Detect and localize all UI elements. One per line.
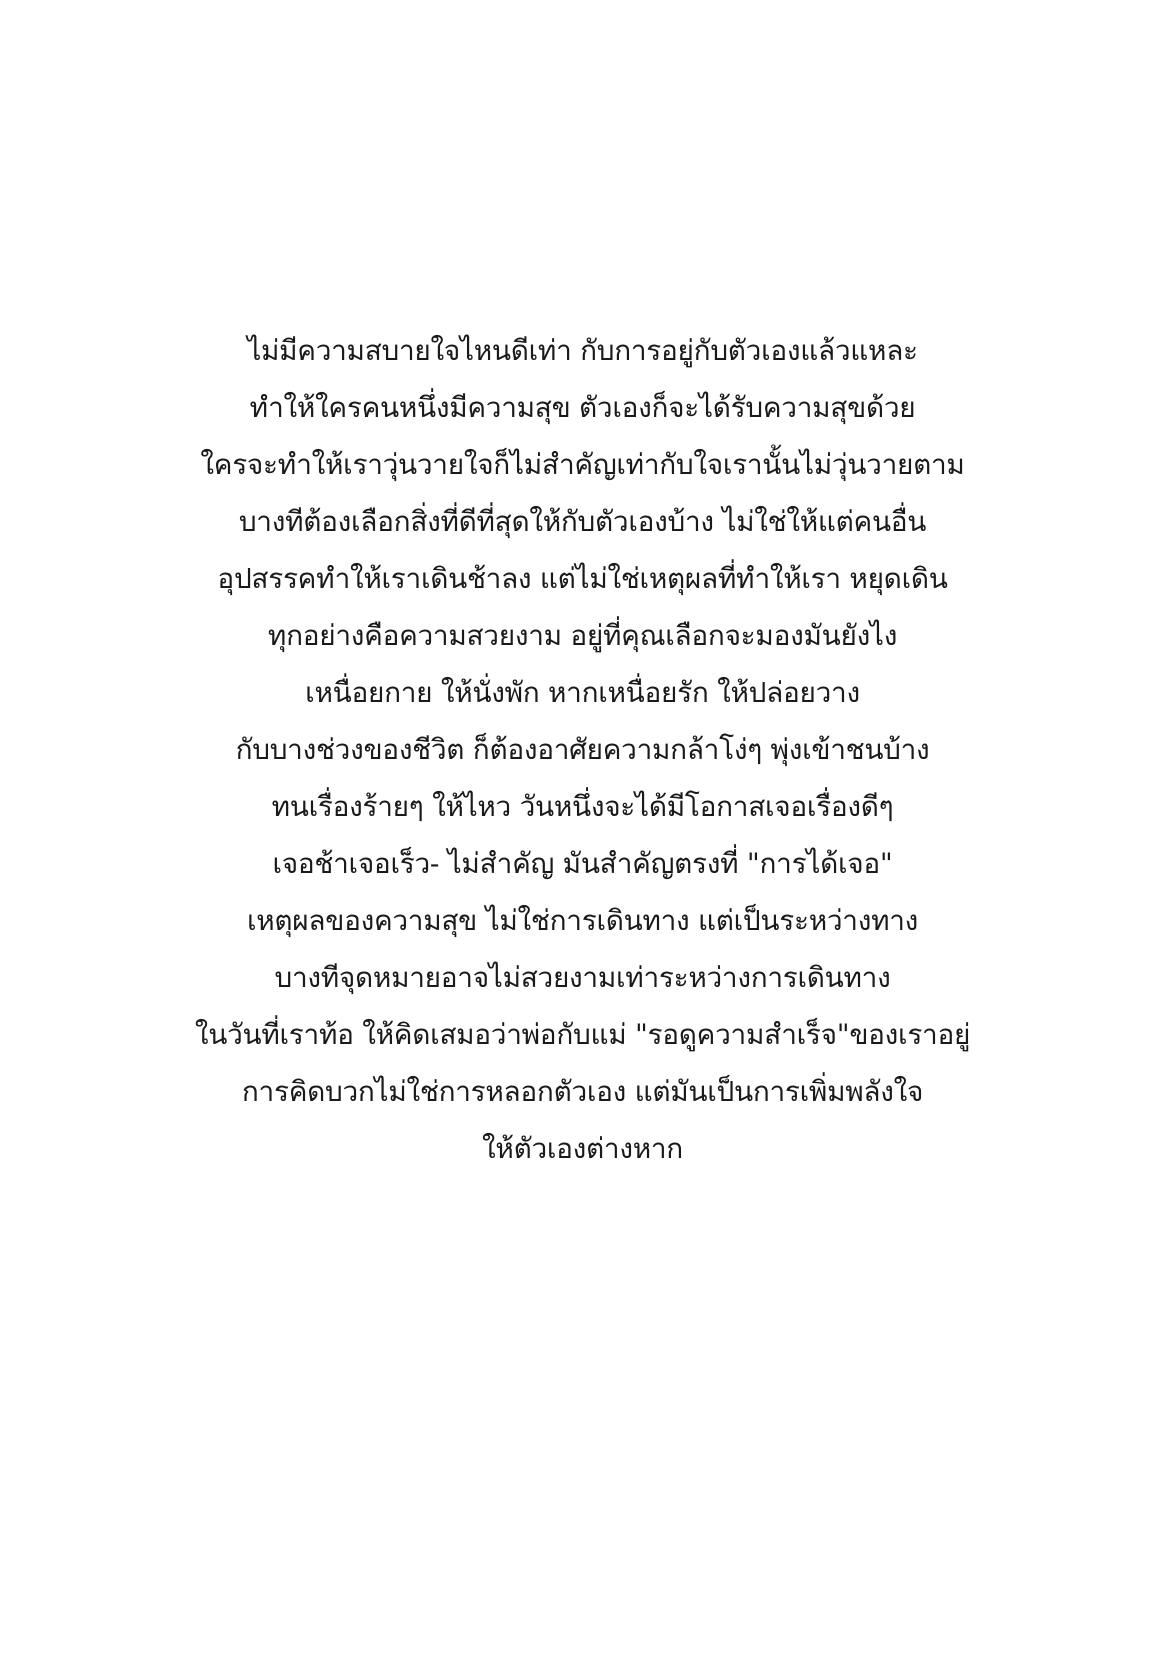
poem-line-5: อุปสรรคทำให้เราเดินช้าลง แต่ไม่ใช่เหตุผลที่ทำให้เรา หยุดเดิน — [217, 562, 948, 595]
poem-line-3: ใครจะทำให้เราวุ่นวายใจก็ไม่สำคัญเท่ากับใจเรานั้นไม่วุ่นวายตาม — [200, 448, 965, 481]
poem-line-9: ทนเรื่องร้ายๆ ให้ไหว วันหนึ่งจะได้มีโอกาสเจอเรื่องดีๆ — [271, 790, 894, 823]
poem-line-14: การคิดบวกไม่ใช่การหลอกตัวเอง แต่มันเป็นการเพิ่มพลังใจ — [241, 1075, 924, 1108]
poem-text-block — [0, 322, 1165, 1177]
poem-line-1: ไม่มีความสบายใจไหนดีเท่า กับการอยู่กับตัวเองแล้วแหละ — [247, 334, 918, 367]
poem-line-13: ในวันที่เราท้อ ให้คิดเสมอว่าพ่อกับแม่ "รอดูความสำเร็จ"ของเราอยู่ — [194, 1018, 971, 1051]
poem-line-15: ให้ตัวเองต่างหาก — [482, 1132, 683, 1165]
poem-line-2: ทำให้ใครคนหนึ่งมีความสุข ตัวเองก็จะได้รับความสุขด้วย — [249, 391, 916, 424]
poem-line-12: บางทีจุดหมายอาจไม่สวยงามเท่าระหว่างการเดินทาง — [274, 961, 891, 994]
poem-line-6: ทุกอย่างคือความสวยงาม อยู่ที่คุณเลือกจะมองมันยังไง — [267, 619, 898, 652]
poem-line-4: บางทีต้องเลือกสิ่งที่ดีที่สุดให้กับตัวเองบ้าง ไม่ใช่ให้แต่คนอื่น — [238, 505, 927, 538]
poem-line-7: เหนื่อยกาย ให้นั่งพัก หากเหนื่อยรัก ให้ปล่อยวาง — [305, 676, 860, 709]
poem-line-8: กับบางช่วงของชีวิต ก็ต้องอาศัยความกล้าโง่ๆ พุ่งเข้าชนบ้าง — [235, 733, 930, 766]
poem-line-11: เหตุผลของความสุข ไม่ใช่การเดินทาง แต่เป็นระหว่างทาง — [246, 904, 919, 937]
poem-line-10: เจอช้าเจอเร็ว- ไม่สำคัญ มันสำคัญตรงที่ "การได้เจอ" — [272, 847, 893, 880]
